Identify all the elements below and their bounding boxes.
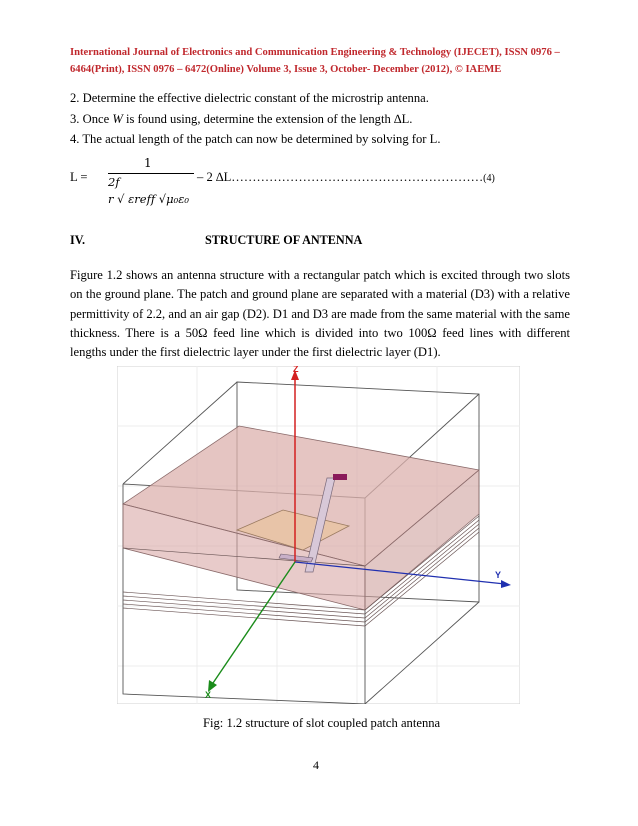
section-number: IV. (70, 233, 86, 247)
page-number: 4 (313, 758, 319, 772)
antenna-figure (117, 366, 520, 704)
step-4: 4. The actual length of the patch can now be determined by solving for L. (70, 132, 441, 146)
fraction-bar (108, 173, 194, 174)
step-3-post: is found using, determine the extension of the length ∆L. (122, 112, 413, 126)
step-3-pre: 3. Once (70, 112, 113, 126)
journal-header (70, 44, 570, 78)
step-3-var: W (112, 112, 123, 126)
equation-number: (4) (483, 173, 495, 184)
y-axis-label: Y (495, 570, 502, 580)
equation-lhs: L = (70, 170, 88, 184)
port (333, 474, 347, 480)
step-3 (70, 111, 412, 127)
header-line-2: 6464(Print), ISSN 0976 – 6472(Online) Volume 3, Issue 3, October- December (2012), © IAEME (70, 64, 502, 75)
antenna-structure-diagram (117, 366, 520, 704)
figure-caption: Fig: 1.2 structure of slot coupled patch antenna (203, 716, 441, 730)
z-axis-label: Z (293, 366, 299, 374)
equation-rhs (197, 170, 495, 185)
equation-numerator: 1 (144, 156, 152, 170)
section-title: STRUCTURE OF ANTENNA (205, 233, 363, 247)
body-paragraph: Figure 1.2 shows an antenna structure with a rectangular patch which is excited through two slots on the ground plane. The patch and ground plane are separated with a material (D3) with a relative permittivity of 2.2, and an air gap (D2). D1 and D3 are made from the same material with the same thickness. There is a 50Ω feed line which is divided into two 100Ω feed lines with different lengths under the first dielectric layer under the first dielectric layer (D1). (70, 268, 570, 360)
step-2: 2. Determine the effective dielectric constant of the microstrip antenna. (70, 91, 429, 105)
equation-denominator-top: 2𝑓 (108, 175, 120, 189)
x-axis-label: X (205, 690, 212, 700)
header-line-1: International Journal of Electronics and Communication Engineering & Technology (IJECET), ISSN 0976 – (70, 47, 560, 58)
equation-4 (70, 156, 570, 216)
equation-rhs-text: – 2 ∆L…………………………………………………… (197, 170, 484, 184)
equation-denominator-bottom: 𝑟 √ 𝜀𝑟𝑒𝑓𝑓 √𝜇₀𝜀₀ (108, 192, 189, 206)
